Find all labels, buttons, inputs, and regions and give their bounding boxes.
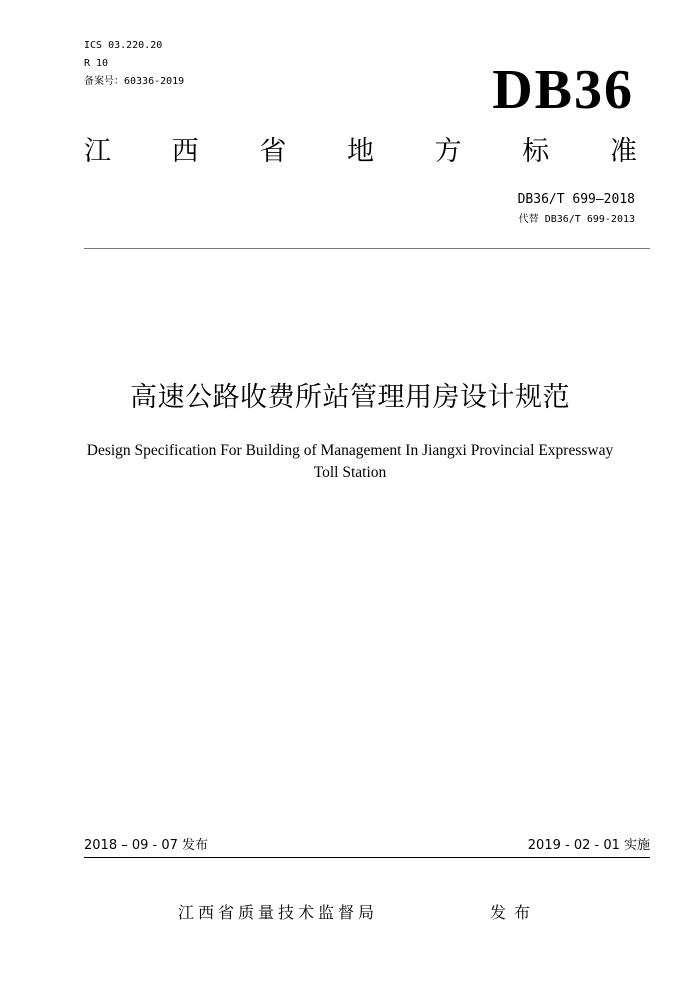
date-row: [84, 835, 650, 857]
document-title-en: [40, 440, 660, 484]
heading-char: 方: [434, 136, 462, 167]
heading-char: 标: [522, 136, 550, 167]
ccs-code: R 10: [84, 58, 109, 69]
heading-char: 江: [84, 136, 111, 167]
document-title-cn: 高速公路收费所站管理用房设计规范: [130, 382, 570, 413]
publish-label: 发布: [490, 903, 539, 922]
footer-divider: [84, 857, 650, 858]
replaces-note: 代替 DB36/T 699-2013: [518, 214, 635, 225]
classification-block: [84, 37, 184, 91]
heading-char: 准: [609, 136, 637, 167]
standard-number: DB36/T 699—2018: [517, 192, 635, 207]
heading-char: 西: [171, 136, 199, 167]
title-en-line: Toll Station: [313, 464, 387, 481]
issue-date: 2018 – 09 - 07 发布: [84, 838, 209, 853]
heading-char: 省: [259, 136, 287, 167]
filing-number: 备案号：60336-2019: [84, 76, 185, 87]
header-divider: [84, 248, 650, 249]
heading-char: 地: [346, 136, 374, 167]
effective-date: 2019 - 02 - 01 实施: [527, 838, 650, 853]
standard-code-logo: DB36: [492, 59, 634, 121]
issuing-authority: 江西省质量技术监督局: [178, 903, 379, 922]
title-en-line: Design Specification For Building of Management In Jiangxi Provincial Expressway: [86, 442, 614, 459]
ics-code: ICS 03.220.20: [84, 40, 163, 51]
standard-type-heading: [84, 132, 637, 172]
